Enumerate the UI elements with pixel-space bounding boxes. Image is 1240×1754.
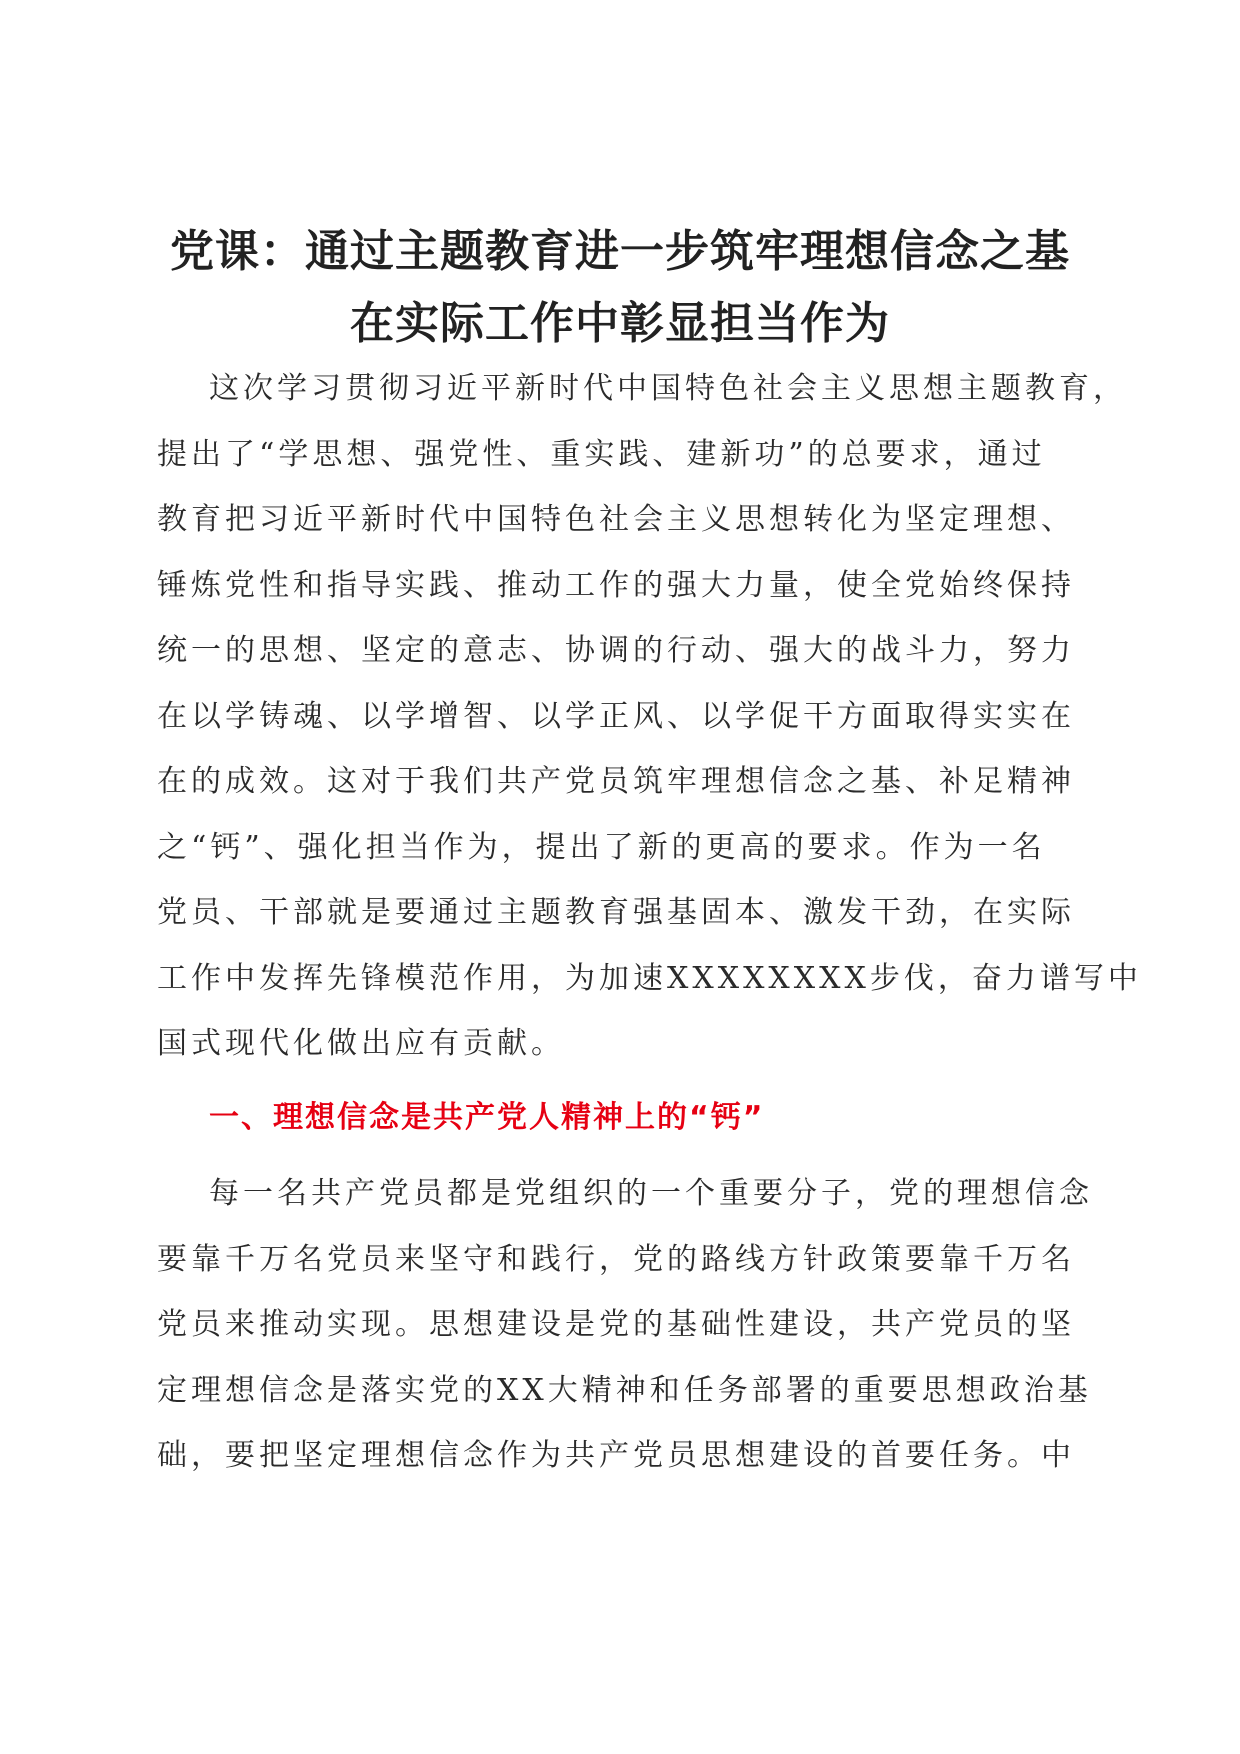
paragraph-line: 在的成效。这对于我们共产党员筑牢理想信念之基、补足精神 <box>157 764 1075 799</box>
paragraph-line: 定理想信念是落实党的XX大精神和任务部署的重要思想政治基 <box>157 1372 1092 1408</box>
paragraph-line: 在以学铸魂、以学增智、以学正风、以学促干方面取得实实在 <box>157 698 1075 734</box>
paragraph-line: 党员、干部就是要通过主题教育强基固本、激发干劲，在实际 <box>157 895 1075 930</box>
paragraph-line: 国式现代化做出应有贡献。 <box>157 1026 565 1061</box>
paragraph-line: 要靠千万名党员来坚守和践行，党的路线方针政策要靠千万名 <box>157 1241 1075 1277</box>
paragraph-line: 党员来推动实现。思想建设是党的基础性建设，共产党员的坚 <box>157 1307 1075 1342</box>
title-line: 党课：通过主题教育进一步筑牢理想信念之基 <box>170 226 1070 277</box>
paragraph-line: 每一名共产党员都是党组织的一个重要分子，党的理想信念 <box>209 1176 1093 1211</box>
paragraph-line: 提出了“学思想、强党性、重实践、建新功”的总要求，通过 <box>157 436 1046 472</box>
section-heading: 一、理想信念是共产党人精神上的“钙” <box>209 1100 765 1135</box>
paragraph-line: 之“钙”、强化担当作为，提出了新的更高的要求。作为一名 <box>157 829 1046 865</box>
paragraph-1 <box>157 356 1142 1077</box>
paragraph-line: 工作中发挥先锋模范作用，为加速XXXXXXXX步伐，奋力谱写中 <box>157 960 1142 996</box>
paragraph-line: 这次学习贯彻习近平新时代中国特色社会主义思想主题教育， <box>209 371 1127 406</box>
title-line: 在实际工作中彰显担当作为 <box>350 298 890 349</box>
paragraph-line: 锤炼党性和指导实践、推动工作的强大力量，使全党始终保持 <box>157 567 1075 603</box>
document-title <box>0 216 1240 360</box>
paragraph-2 <box>157 1161 1093 1489</box>
paragraph-line: 教育把习近平新时代中国特色社会主义思想转化为坚定理想、 <box>157 502 1075 537</box>
paragraph-line: 统一的思想、坚定的意志、协调的行动、强大的战斗力，努力 <box>157 633 1075 668</box>
paragraph-line: 础，要把坚定理想信念作为共产党员思想建设的首要任务。中 <box>157 1438 1075 1473</box>
